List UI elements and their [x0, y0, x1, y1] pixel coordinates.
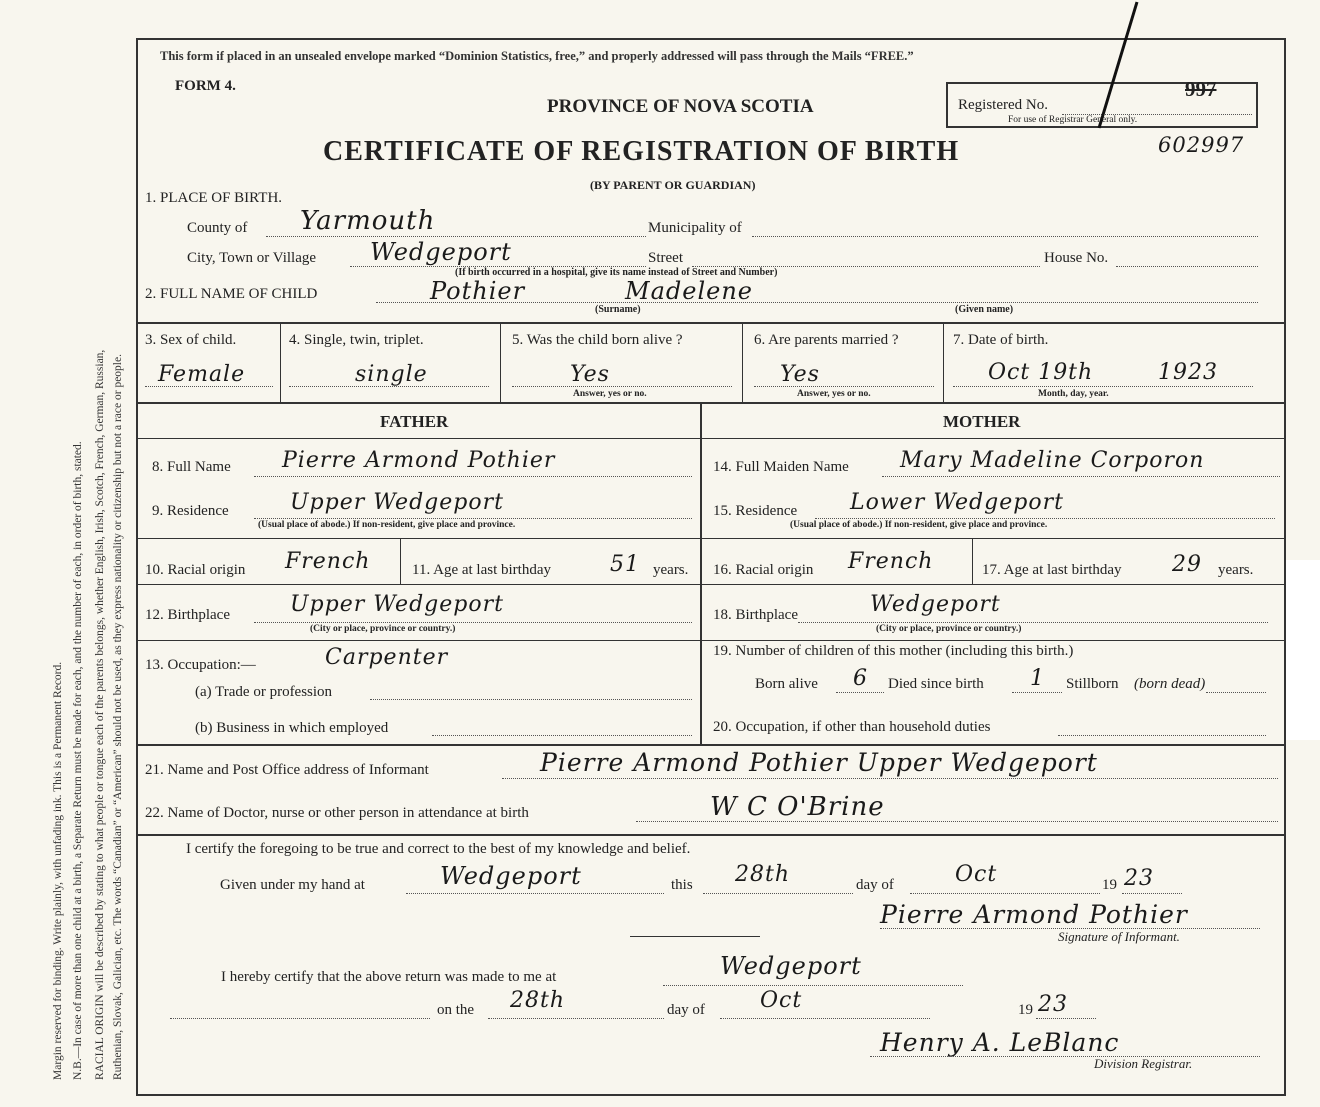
year-prefix-2: 19	[1018, 1002, 1033, 1018]
torn-edge	[1286, 560, 1320, 740]
father-birthplace-label: 12. Birthplace	[145, 607, 230, 623]
informant-value: Pierre Armond Pothier Upper Wedgeport	[540, 748, 1098, 777]
father-racial-label: 10. Racial origin	[145, 562, 246, 578]
multiple-birth-value: single	[355, 362, 428, 387]
county-label: County of	[187, 220, 248, 236]
business-label: (b) Business in which employed	[195, 720, 389, 736]
trade-label: (a) Trade or profession	[195, 684, 333, 700]
father-name-value: Pierre Armond Pothier	[282, 448, 556, 473]
mail-notice: This form if placed in an unsealed envelope marked “Dominion Statistics, free,” and properly addressed will pass through the Mails “FREE.”	[160, 49, 914, 63]
doctor-label: 22. Name of Doctor, nurse or other person in attendance at birth	[145, 805, 529, 821]
father-occupation-value: Carpenter	[325, 645, 449, 670]
stillborn-note: (born dead)	[1134, 676, 1206, 692]
died-since-birth-count: 1	[1030, 666, 1045, 691]
dob-note: Month, day, year.	[1038, 389, 1109, 399]
on-month-value: Oct	[760, 988, 803, 1013]
given-year-value: 23	[1124, 866, 1154, 891]
father-years-label: years.	[653, 562, 689, 578]
father-residence-value: Upper Wedgeport	[290, 490, 504, 515]
on-day-value: 28th	[510, 988, 566, 1013]
given-name-note: (Given name)	[955, 304, 1014, 315]
mother-name-label: 14. Full Maiden Name	[713, 459, 849, 475]
registered-number: 997	[1185, 77, 1217, 101]
hospital-note: (If birth occurred in a hospital, give its name instead of Street and Number)	[455, 267, 778, 278]
mother-name-value: Mary Madeline Corporon	[900, 448, 1205, 473]
father-name-label: 8. Full Name	[152, 459, 231, 475]
handwritten-registration-number: 602997	[1158, 133, 1245, 157]
father-racial-value: French	[285, 549, 371, 574]
city-label: City, Town or Village	[187, 250, 317, 266]
informant-signature: Pierre Armond Pothier	[880, 900, 1188, 929]
subtitle: (BY PARENT OR GUARDIAN)	[590, 178, 756, 192]
mother-residence-value: Lower Wedgeport	[850, 490, 1064, 515]
father-occupation-label: 13. Occupation:—	[145, 657, 256, 673]
this-label: this	[671, 877, 693, 893]
alive-note: Answer, yes or no.	[573, 389, 647, 399]
registrar-signature: Henry A. LeBlanc	[880, 1028, 1120, 1057]
mother-heading: MOTHER	[943, 412, 1021, 431]
born-alive-count-label: Born alive	[755, 676, 818, 692]
given-day-value: 28th	[735, 862, 791, 887]
city-value: Wedgeport	[370, 238, 512, 266]
died-since-birth-label: Died since birth	[888, 676, 984, 692]
father-age-label: 11. Age at last birthday	[412, 562, 551, 578]
nb-note: N.B.—In case of more than one child at a birth, a Separate Return must be made for each, and the number of each, in order of birth, stated.	[72, 441, 84, 1080]
mother-racial-value: French	[848, 549, 934, 574]
province-heading: PROVINCE OF NOVA SCOTIA	[547, 96, 814, 117]
father-abode-note: (Usual place of abode.) If non-resident, give place and province.	[258, 520, 516, 530]
sex-value: Female	[158, 362, 246, 387]
year-prefix-1: 19	[1102, 877, 1117, 893]
given-place-value: Wedgeport	[440, 862, 582, 890]
child-surname: Pothier	[430, 277, 526, 305]
day-of-label-2: day of	[667, 1002, 705, 1018]
father-heading: FATHER	[380, 412, 449, 431]
father-birthplace-value: Upper Wedgeport	[290, 592, 504, 617]
married-label: 6. Are parents married ?	[754, 332, 899, 348]
father-birthplace-note: (City or place, province or country.)	[310, 624, 456, 634]
hereby-certify-label: I hereby certify that the above return was made to me at	[221, 969, 557, 985]
multiple-birth-label: 4. Single, twin, triplet.	[289, 332, 424, 348]
county-value: Yarmouth	[300, 206, 436, 236]
mother-birthplace-note: (City or place, province or country.)	[876, 624, 1022, 634]
on-year-value: 23	[1038, 992, 1068, 1017]
registered-label: Registered No.	[958, 97, 1048, 113]
street-label: Street	[648, 250, 683, 266]
informant-label: 21. Name and Post Office address of Informant	[145, 762, 429, 778]
certify-statement: I certify the foregoing to be true and correct to the best of my knowledge and belief.	[186, 841, 691, 857]
day-of-label: day of	[856, 877, 894, 893]
children-count-label: 19. Number of children of this mother (including this birth.)	[713, 643, 1074, 659]
mother-birthplace-value: Wedgeport	[870, 592, 1001, 617]
informant-signature-label: Signature of Informant.	[1058, 929, 1180, 944]
mother-birthplace-label: 18. Birthplace	[713, 607, 798, 623]
father-age-value: 51	[610, 552, 640, 577]
married-note: Answer, yes or no.	[797, 389, 871, 399]
municipality-label: Municipality of	[648, 220, 742, 236]
registration-mark-stroke	[1085, 0, 1145, 140]
father-residence-label: 9. Residence	[152, 503, 229, 519]
child-given-name: Madelene	[625, 277, 753, 305]
surname-note: (Surname)	[595, 304, 641, 315]
married-value: Yes	[780, 362, 820, 387]
on-the-label: on the	[437, 1002, 475, 1018]
born-alive-value: Yes	[570, 362, 610, 387]
hereby-place-value: Wedgeport	[720, 952, 862, 980]
dob-label: 7. Date of birth.	[953, 332, 1049, 348]
dob-month-day: Oct 19th	[988, 360, 1094, 385]
mother-age-label: 17. Age at last birthday	[982, 562, 1122, 578]
dob-year: 1923	[1158, 360, 1218, 385]
mother-racial-label: 16. Racial origin	[713, 562, 814, 578]
born-alive-label: 5. Was the child born alive ?	[512, 332, 683, 348]
child-name-label: 2. FULL NAME OF CHILD	[145, 286, 318, 302]
mother-age-value: 29	[1172, 552, 1202, 577]
house-number-label: House No.	[1044, 250, 1109, 266]
born-alive-count: 6	[853, 666, 868, 691]
margin-note: Margin reserved for binding. Write plainly, with unfading ink. This is a Permanent Record.	[52, 661, 64, 1080]
page-title: CERTIFICATE OF REGISTRATION OF BIRTH	[323, 136, 960, 167]
mother-residence-label: 15. Residence	[713, 503, 798, 519]
sex-label: 3. Sex of child.	[145, 332, 237, 348]
registrar-general-note: For use of Registrar General only.	[1008, 115, 1138, 125]
mother-abode-note: (Usual place of abode.) If non-resident, give place and province.	[790, 520, 1048, 530]
given-month-value: Oct	[955, 862, 998, 887]
place-heading: 1. PLACE OF BIRTH.	[145, 190, 283, 206]
racial-origin-note-2: Ruthenian, Slovak, Galician, etc. The words “Canadian” or “American” should not be used, as they express nationality or citizenship but not a race or people.	[112, 354, 124, 1080]
racial-origin-note-1: RACIAL ORIGIN will be described by stating to what people or tongue each of the parents belongs, whether English, Irish, Scotch, French, German, Russian,	[94, 349, 106, 1080]
stillborn-label: Stillborn	[1066, 676, 1119, 692]
registrar-label: Division Registrar.	[1094, 1056, 1193, 1071]
given-under-hand-label: Given under my hand at	[220, 877, 365, 893]
mother-occupation-label: 20. Occupation, if other than household duties	[713, 719, 991, 735]
mother-years-label: years.	[1218, 562, 1254, 578]
doctor-value: W C O'Brine	[710, 792, 885, 822]
form-number: FORM 4.	[175, 78, 236, 94]
